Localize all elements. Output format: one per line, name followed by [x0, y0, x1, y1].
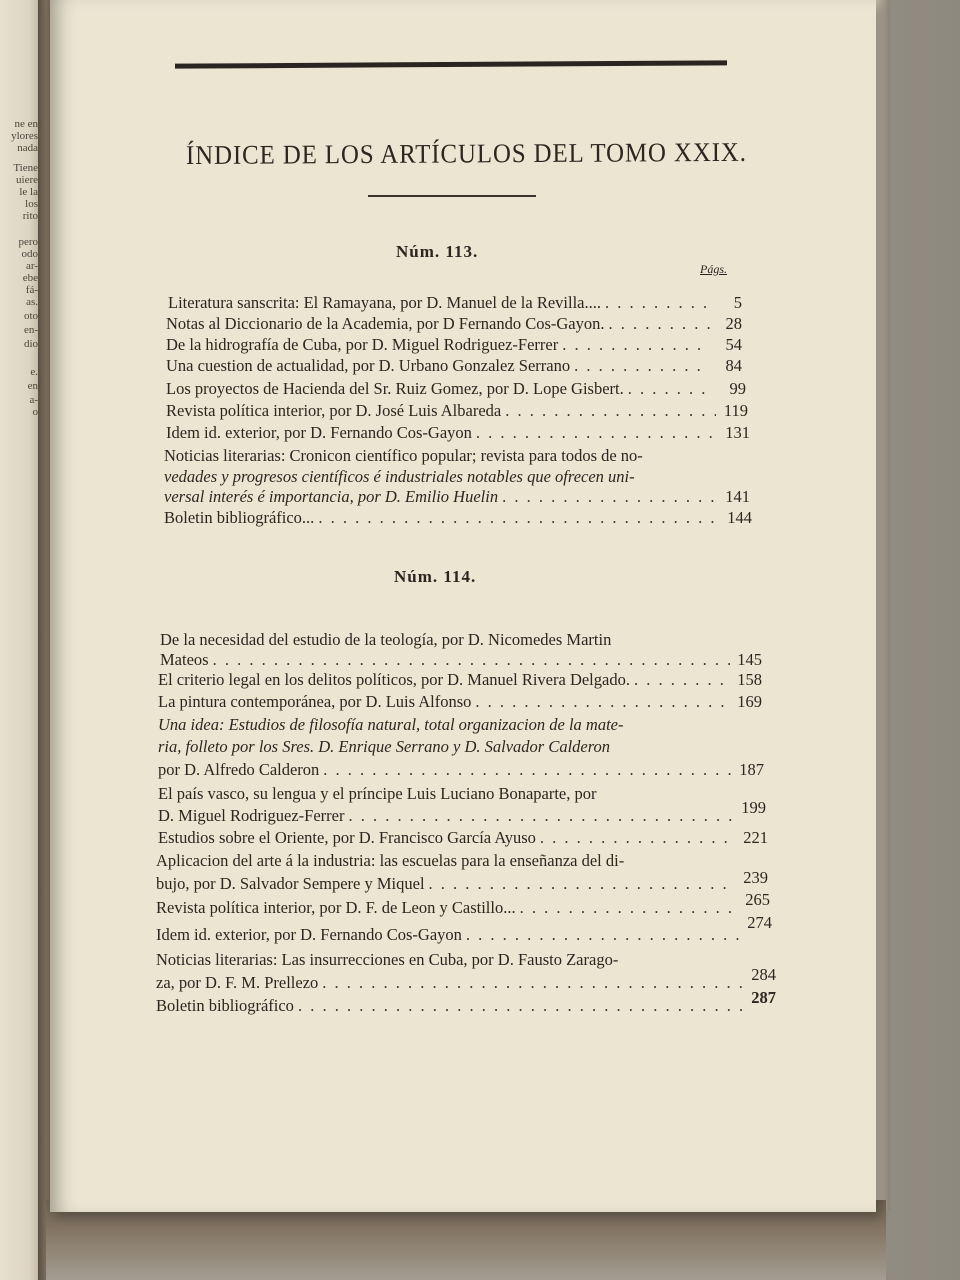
facing-page-fragment: los [25, 198, 38, 210]
facing-page-fragment: ylores [11, 130, 38, 142]
entry-page: 239 [743, 868, 768, 887]
entry-title: Boletin bibliográfico... [164, 508, 315, 527]
entry-title: D. Miguel Rodriguez-Ferrer [158, 806, 345, 825]
entry-title: Estudios sobre el Oriente, por D. Francisco García Ayuso [158, 828, 536, 847]
entry-page: 287 [751, 988, 776, 1007]
toc-entry [158, 760, 764, 780]
entry-title: versal interés é importancia, por D. Emilio Huelin [164, 487, 499, 506]
entry-title: Revista política interior, por D. José Luis Albareda [166, 401, 502, 420]
entry-page: 145 [737, 650, 762, 669]
entry-line: Noticias literarias: Las insurrecciones en Cuba, por D. Fausto Zarago- [156, 950, 619, 969]
facing-page-fragment: le la [19, 186, 38, 198]
facing-page-fragment: fá- [25, 284, 38, 296]
page-title: ÍNDICE DE LOS ARTÍCULOS DEL TOMO XXIX. [185, 136, 747, 170]
entry-title: Mateos [160, 650, 209, 669]
entry-page: 119 [723, 401, 748, 420]
toc-entry [158, 670, 762, 690]
facing-page-fragment: pero [18, 236, 38, 248]
entry-title: Los proyectos de Hacienda del Sr. Ruiz Gomez, por D. Lope Gisbert. [166, 379, 624, 398]
facing-page-fragment: uiere [16, 174, 38, 186]
entry-title: Boletin bibliográfico [156, 996, 294, 1015]
entry-page: 187 [739, 760, 764, 779]
entry-title: Idem id. exterior, por D. Fernando Cos-Gayon [166, 423, 472, 442]
toc-entry [166, 423, 750, 443]
entry-title: bujo, por D. Salvador Sempere y Miquel [156, 874, 425, 893]
entry-title: De la hidrografía de Cuba, por D. Miguel Rodriguez-Ferrer [166, 335, 559, 354]
toc-entry [160, 650, 762, 670]
facing-page-edge [0, 0, 42, 1280]
entry-page: 265 [745, 890, 770, 909]
entry-title: Una cuestion de actualidad, por D. Urbano Gonzalez Serrano [166, 356, 571, 375]
toc-entry [166, 401, 748, 421]
entry-title: za, por D. F. M. Prellezo [156, 973, 319, 992]
facing-page-fragment: ebe [22, 272, 38, 284]
entry-line: vedades y progresos científicos é industriales notables que ofrecen uni- [164, 467, 635, 486]
facing-page-fragment: ne en [14, 118, 38, 130]
entry-page: 54 [725, 335, 742, 354]
entry-page: 28 [725, 314, 742, 333]
entry-title: El criterio legal en los delitos políticos, por D. Manuel Rivera Delgado. [158, 670, 630, 689]
entry-page: 141 [725, 487, 750, 506]
entry-page: 131 [725, 423, 750, 442]
entry-title: por D. Alfredo Calderon [158, 760, 320, 779]
entry-page: 274 [747, 913, 772, 932]
entry-page: 221 [743, 828, 768, 847]
facing-page-fragment: en- [23, 324, 38, 336]
toc-entry [166, 356, 742, 376]
entry-line: De la necesidad del estudio de la teología, por D. Nicomedes Martin [160, 630, 612, 649]
entry-page: 99 [729, 379, 746, 398]
facing-page-fragment: o [32, 406, 38, 418]
facing-page-fragment: Tiene [13, 162, 38, 174]
entry-page: 199 [741, 798, 766, 817]
toc-entry [156, 988, 776, 1016]
toc-entry [156, 868, 768, 894]
entry-title: Notas al Diccionario de la Academia, por D Fernando Cos-Gayon. [166, 314, 605, 333]
entry-title: Idem id. exterior, por D. Fernando Cos-Gayon [156, 925, 462, 944]
toc-entry [158, 828, 768, 848]
facing-page-fragment: en [27, 380, 38, 392]
index-page [50, 0, 876, 1212]
facing-page-fragment: oto [23, 310, 38, 322]
toc-entry [156, 913, 772, 945]
entry-title: Literatura sanscrita: El Ramayana, por D. Manuel de la Revilla.... [168, 293, 601, 312]
title-underline [368, 195, 536, 197]
entry-page: 158 [737, 670, 762, 689]
toc-entry [158, 798, 766, 826]
entry-line: El país vasco, su lengua y el príncipe Luis Luciano Bonaparte, por [158, 784, 597, 803]
entry-page: 284 [751, 965, 776, 984]
entry-line: Una idea: Estudios de filosofía natural, total organizacion de la mate- [158, 715, 624, 734]
issue-heading-113: Núm. 113. [396, 242, 479, 261]
entry-page: 144 [727, 508, 752, 527]
toc-entry [166, 335, 742, 355]
entry-title: La pintura contemporánea, por D. Luis Alfonso [158, 692, 472, 711]
facing-page-fragment: e. [30, 366, 38, 378]
entry-title: Revista política interior, por D. F. de Leon y Castillo... [156, 898, 516, 917]
facing-page-fragment: odo [21, 248, 38, 260]
toc-entry [156, 890, 770, 918]
toc-entry [164, 508, 752, 528]
facing-page-fragment: ar- [26, 260, 38, 272]
entry-line: Aplicacion del arte á la industria: las escuelas para la enseñanza del di- [156, 851, 625, 870]
toc-entry [168, 293, 742, 313]
entry-line: ria, folleto por los Sres. D. Enrique Serrano y D. Salvador Calderon [158, 737, 611, 756]
facing-page-fragment: nada [17, 142, 38, 154]
entry-page: 169 [737, 692, 762, 711]
toc-entry [164, 487, 750, 507]
entry-line: Noticias literarias: Cronicon científico popular; revista para todos de no- [164, 446, 643, 465]
toc-entry [166, 314, 742, 334]
book-cover-edge [46, 1200, 886, 1280]
entry-page: 84 [725, 356, 742, 375]
pages-column-label: Págs. [700, 262, 727, 276]
toc-entry [166, 379, 746, 399]
facing-page-fragment: rito [22, 210, 38, 222]
toc-entry [156, 965, 776, 993]
entry-page: 5 [733, 293, 742, 312]
toc-entry [158, 692, 762, 712]
facing-page-fragment: a- [29, 394, 38, 406]
issue-heading-114: Núm. 114. [394, 567, 477, 586]
facing-page-fragment: dio [23, 338, 38, 350]
facing-page-fragment: as. [26, 296, 38, 308]
